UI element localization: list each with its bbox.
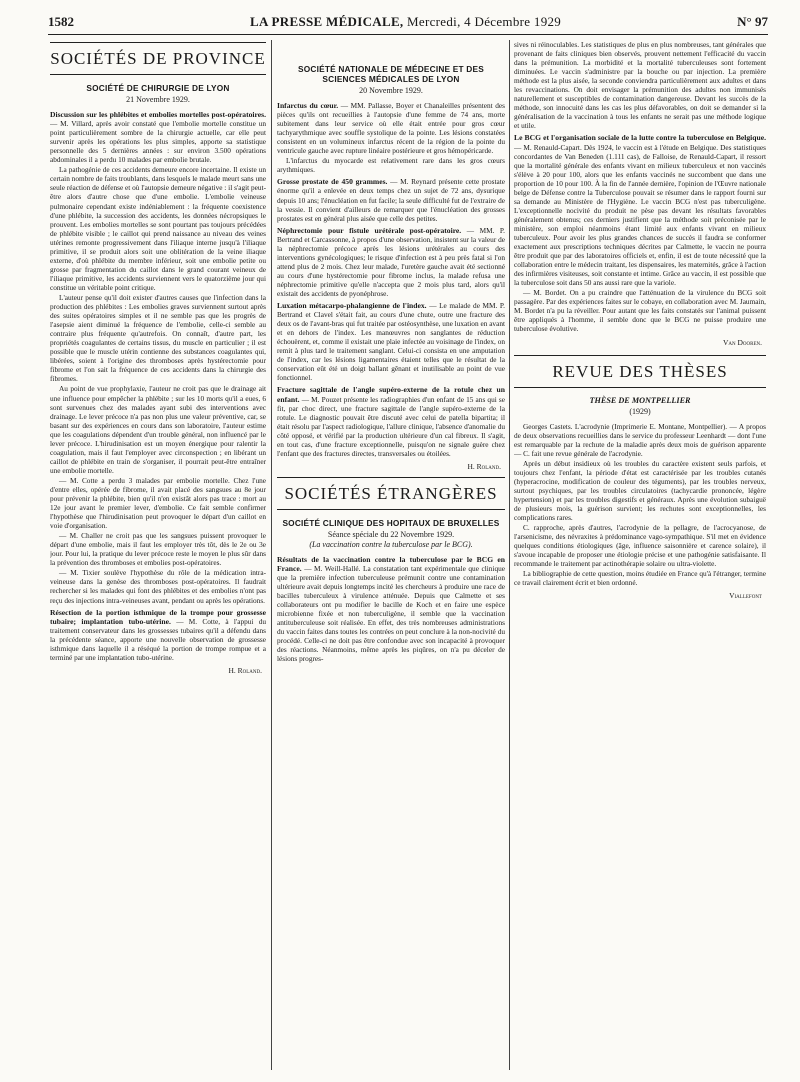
thesis-place: THÈSE DE MONTPELLIER — [589, 395, 691, 405]
section-heading: SOCIÉTÉS DE PROVINCE — [50, 42, 266, 75]
article-paragraph: Néphrectomie pour fistule urétérale post-opératoire. — MM. P. Bertrand et Carcassonne, à propos d'une observation, insistent sur la valeur de la néphrectomie précoce après les lésions urétérales au cours des interventions gynécologiques; le risque d'infection est à peu près fatal si l'on attend plus de 2 mois. Chez leur malade, l'uretère gauche avait été sectionné au cours d'une hystérectomie pour fibrome inclus, la malade refusa une néphrectomie primitive qu'elle n'accepta que 2 mois plus tard, alors qu'il existait des accidents de pyonéphrose. — [277, 225, 505, 298]
article-paragraph: Résection de la portion isthmique de la trompe pour grossesse tubaire; implantation tubo-utérine. — M. Cotte, à l'appui du traitement conservateur dans les grossesses tubaires qu'il a défendu dans la précédente séance, apporte une nouvelle observation de grossesse isthmique dans laquelle il a réséqué la portion de trompe rompue et a terminé par une implantation tubo-utérine. — [50, 607, 266, 662]
issue-date: Mercredi, 4 Décembre 1929 — [407, 14, 562, 29]
session-date: Séance spéciale du 22 Novembre 1929. — [327, 529, 455, 539]
article-title: Infarctus du cœur. — [277, 101, 339, 111]
author-signature: Viallefont — [729, 591, 762, 601]
article-paragraph: La bibliographie de cette question, moins étudiée en France qu'à l'étranger, termine ce travail clairement écrit et bien ordonné. — [514, 569, 766, 588]
article-paragraph: — M. Challer ne croit pas que les sangsues puissent provoquer le départ d'une embolie, mais il faut les employer très tôt, dès le 2e ou 3e jour. Pour lui, la pratique du lever précoce reste le moyen le plus sûr dans la prévention des thromboses et embolies post-opératoires. — [50, 531, 266, 568]
thesis-year: (1929) — [629, 406, 651, 416]
article-title: Luxation métacarpo-phalangienne de l'index. — [277, 301, 427, 311]
author-signature: H. Roland. — [228, 665, 262, 675]
page-number: 1582 — [48, 14, 74, 29]
article-paragraph: Fracture sagittale de l'angle supéro-externe de la rotule chez un enfant. — M. Pouzet présente les radiographies d'un enfant de 15 ans qui se fit, par choc direct, une fracture sagittale de l'angle supéro-externe de la rotule. Le diagnostic pouvait être discuté avec celui de patella bipartita; il était résolu par l'aspect radiologique, l'allure clinique, l'absence d'anomalie du côté opposé, et vérifié par la production ultérieure d'un cal fibreux. Il s'agit, en tout cas, d'une fracture exceptionnelle, puisqu'on ne signale guère chez l'enfant que des fractures directes, transversales ou étoilées. — [277, 385, 505, 458]
article-title: Néphrectomie pour fistule urétérale post-opératoire. — [277, 225, 462, 235]
article-paragraph: Luxation métacarpo-phalangienne de l'index. — Le malade de MM. P. Bertrand et Clavel s'était fait, au cours d'une chute, outre une fracture des deux os de l'avant-bras qui fut traitée par ostéosynthèse, une luxation en avant et en dehors de l'index. Les manœuvres non sanglantes de réduction échouèrent, et, comme il existait une plaie infectée au voisinage de l'index, on remit à plus tard le traitement sanglant. Celui-ci consista en une amputation de l'index, car les lésions ligamentaires étaient telles que le résultat de la conservation eût été un doigt ballant gênant et inutilisable au point de vue fonctionnel. — [277, 301, 505, 383]
article-paragraph: Après un début insidieux où les troubles du caractère existent seuls parfois, et toujours chez l'enfant, la période d'état est caractérisée par les troubles cutanés (hyperacrocine, modification de couleur des téguments), par les troubles nerveux, surtout psychiques, par les troubles circulatoires (tachycardie prononcée, légère hypertension) et par les troubles digestifs et généraux. Après une évolution subaiguë de plusieurs mois, la guérison survient; les rechutes sont exceptionnelles, les complications rares. — [514, 458, 766, 523]
article-paragraph: Infarctus du cœur. — MM. Pallasse, Boyer et Chanaleilles présentent des pièces qu'ils ont recueillies à l'autopsie d'une femme de 74 ans, morte subitement dans leur service où elle était entrée pour gros cœur tachyarythmique avec souffle systolique de la pointe. Les lésions constatées consistent en un volumineux infarctus récent de la région de la pointe du ventricule gauche avec rupture linéaire postérieure et gros hémopéricarde. — [277, 101, 505, 156]
society-heading: SOCIÉTÉ NATIONALE DE MÉDECINE ET DES SCIENCES MÉDICALES DE LYON — [298, 64, 484, 84]
section-heading: SOCIÉTÉS ÉTRANGÈRES — [277, 477, 505, 510]
column-1 — [50, 40, 266, 681]
session-date: 20 Novembre 1929. — [359, 86, 423, 95]
section-heading: REVUE DES THÈSES — [514, 355, 766, 388]
society-heading: SOCIÉTÉ DE CHIRURGIE DE LYON — [86, 83, 230, 93]
article-title: Discussion sur les phlébites et embolies mortelles post-opératoires. — [50, 110, 266, 120]
article-paragraph: La pathogénie de ces accidents demeure encore incertaine. Il existe un certain nombre de faits troublants, dans lesquels le malade meurt sans une seule réaction de défense et où l'autopsie demeure négative : il s'agit peut-être alors d'autre chose que d'une embolie. L'embolie veineuse pulmonaire cependant existe indéniablement : la fréquente coexistence d'une phlébite, la succession des accidents, les données nécropsiques le prouvent. Les embolies mortelles se sont pourtant pas toujours précédées de phlébite visible ; le caillot qui prend naissance au niveau des veines utérines remonte progressivement dans l'iliaque interne jusqu'à l'iliaque primitive, il se produit alors soit une oblitération de la veine iliaque externe, d'où phlébite du membre inférieur, soit une embolie petite ou grosse par fragmentation du caillot dans le grand courant veineux de l'iliaque primitive, les accidents surviennent vers le quatorzième jour qui constitue un véritable point critique. — [50, 165, 266, 292]
author-signature: Van Dooren. — [722, 337, 762, 347]
page-header — [48, 10, 768, 35]
article-title: Le BCG et l'organisation sociale de la lutte contre la tuberculose en Belgique. — [514, 133, 766, 143]
author-signature: H. Roland. — [467, 461, 501, 471]
article-paragraph: sives ni réinoculables. Les statistiques de plus en plus nombreuses, tant générales que provenant de faits cliniques bien observés, prouvent nettement l'efficacité du vaccin dans la prémunition. La morbidité et la mortalité tuberculeuses sont fortement diminuées. Le vaccin s'administre par la bouche ou par injection. La première méthode est la plus aisée, la seconde conviendra particulièrement aux adultes et dans les revaccinations. On doit envisager la prémunition des adultes non immunisés naturellement et susceptibles de contamination dangereuse. Devant les succès de la méthode, son innocuité dans les cas les plus défavorables, on doit se demander si la généralisation de la vaccination à tous les enfants ne serait pas une méthode logique et utile. — [514, 40, 766, 131]
society-heading: SOCIÉTÉ CLINIQUE DES HOPITAUX DE BRUXELLES — [282, 517, 500, 528]
article-paragraph: Résultats de la vaccination contre la tuberculose par le BCG en France. — M. Weill-Hallé. La constatation tant expérimentale que clinique que la première infection tuberculeuse prémunit contre une contamination ultérieure avait depuis longtemps incité les chercheurs à produire une race de bacilles tuberculeux à virulence atténuée. Depuis que Calmette et ses collaborateurs ont pu modifier le bacille de Koch et en faire une espèce microbienne fixée et non tuberculigène, il semble que la vaccination antituberculeuse soit réalisée. En effet, des très nombreuses administrations du vaccin faites dans toutes les contrées on peut conclure à la non-nocivité du procédé. Celle-ci ne doit pas être confondue avec son incapacité à provoquer des réactions. Néanmoins, même après les piqûres, on n'a pu déceler de lésions progres- — [277, 554, 505, 664]
article-paragraph: Discussion sur les phlébites et embolies mortelles post-opératoires. — M. Villard, après avoir constaté que l'embolie mortelle constitue un point particulièrement sombre de la chirurgie actuelle, car elle peut survenir après les opérations les plus simples, apporte sa statistique personnelle des 5 dernières années : sur environ 3.500 opérations abdominales il a perdu 10 malades par embolie brutale. — [50, 110, 266, 165]
article-paragraph: C. rapproche, après d'autres, l'acrodynie de la pellagre, de l'acrocyanose, de l'arsenicisme, des névraxites à prédominance vago-sympathique. S'il met en évidence quelques conditions étiologiques (âge, influence saisonnière et carence solaire), il s'avoue incapable de proposer une étiologie précise et une pathogénie satisfaisante. Il recommande le traitement par actinothérapie solaire ou ultra-violette. — [514, 523, 766, 569]
column-divider — [271, 40, 272, 1070]
article-title: Résultats de la vaccination contre la tuberculose par le BCG en France. — [277, 554, 505, 574]
article-paragraph: Au point de vue prophylaxie, l'auteur ne croit pas que le drainage ait une influence pour empêcher la phlébite ; sur les 10 morts qu'il a eues, 6 sont survenues chez des malades ayant subi des interventions avec drainage. Le lever précoce n'a pas non plus une valeur préventive, car, se basant sur des expériences en cours dans son laboratoire, l'auteur estime que les coagulations dépendent d'un trouble général, non influencé par le lever précoce. L'hirudinisation est un moyen énergique pour ralentir la coagulation, mais il faut l'employer avec circonspection ; en libérant un caillot de phlébite en train de s'organiser, il pourrait peut-être entraîner une embolie mortelle. — [50, 384, 266, 475]
column-divider — [509, 40, 510, 1070]
session-topic: (La vaccination contre la tuberculose par le BCG). — [309, 539, 473, 549]
article-title: Grosse prostate de 450 grammes. — [277, 177, 388, 187]
article-paragraph: Grosse prostate de 450 grammes. — M. Reynard présente cette prostate énorme qu'il a enlevée en deux temps chez un sujet de 72 ans, dysurique depuis 10 ans; l'énucléation en fut facile; la seule difficulté fut de l'extraire de la vessie. Il convient d'ailleurs de remarquer que l'énucléation des grosses prostates est en général plus aisée que celle des petites. — [277, 177, 505, 223]
article-title: Résection de la portion isthmique de la trompe pour grossesse tubaire; implantation tubo-utérine. — [50, 607, 266, 626]
article-paragraph: L'infarctus du myocarde est relativement rare dans les gros cœurs arythmiques. — [277, 156, 505, 175]
article-paragraph: — M. Bordet. On a pu craindre que l'atténuation de la virulence du BCG soit passagère. Par des expériences faites sur le cobaye, en collaboration avec M. Jaumain, M. Bordet n'a pu la réveiller. Pour autant que les faits constatés sur l'animal puissent être appliqués à l'homme, il semble donc que le BCG ne puisse produire une tuberculose évolutive. — [514, 288, 766, 334]
issue-number: N° 97 — [737, 14, 768, 29]
article-paragraph: Le BCG et l'organisation sociale de la lutte contre la tuberculose en Belgique. — M. Renauld-Capart. Dès 1924, le vaccin est à l'étude en Belgique. Des statistiques concordantes de Van Beneden (1.111 cas), de Falloise, de Renauld-Capart, il ressort que la mortalité générale des enfants vivant en milieux tuberculeux et non vaccinés s'élève à 20 pour 100, alors que les enfants vaccinés ne succombent que dans une proportion de 10 pour 100. À la fin de l'année dernière, l'opinion de l'Œuvre nationale belge de Défense contre la Tuberculose pouvait se résumer dans le rapport fourni sur sa demande au Ministère de l'Hygiène. Le vaccin BCG n'est pas tuberculigène. L'exceptionnelle nocivité du produit ne pèse pas devant les résultats favorables généralement obtenus; ces derniers justifient que la méthode soit préconisée par le ministère, son emploi néanmoins étant limité aux enfants vivant en milieux tuberculeux. Pour avoir les plus grandes chances de succès il faudra se conformer exactement aux prescriptions techniques décrites par Calmette, le vaccin ne pourra être produit que par des laboratoires officiels et, enfin, il est de toute nécessité que la collaboration entre le médecin traitant, les dispensaires, les maternités, grâce à l'action des infirmières visiteuses, soit constante et intime. Grâce au vaccin, il est possible que la tuberculose soit dans 50 ans aussi rare que la variole. — [514, 133, 766, 288]
article-paragraph: L'auteur pense qu'il doit exister d'autres causes que l'infection dans la production des phlébites : Les embolies graves surviennent surtout après des suites opératoires simples et il ne semble pas que les progrès de l'asepsie aient diminué la fréquence de l'embolie, celle-ci semble au contraire plus fréquente qu'autrefois. On connaît, d'autre part, les propriétés coagulantes de certains tissus, du muscle en particulier ; il est possible que le muscle utérin contienne des substances coagulantes qui, libérées, soient à l'origine des thromboses après hystérectomie pour fibrome et l'on sait la fréquence de ces accidents dans la chirurgie des fibromes. — [50, 292, 266, 384]
session-date: 21 Novembre 1929. — [126, 95, 190, 104]
article-paragraph: Georges Castets. L'acrodynie (Imprimerie E. Montane, Montpellier). — A propos de deux observations recueillies dans le service du professeur Leenhardt — dont l'une est remarquable par la rechute de la maladie après deux mois de guérison apparente — C. fait une revue générale de l'acrodynie. — [514, 421, 766, 458]
column-2 — [277, 40, 505, 665]
journal-title: LA PRESSE MÉDICALE, — [250, 14, 404, 29]
article-title: Fracture sagittale de l'angle supéro-externe de la rotule chez un enfant. — [277, 385, 505, 404]
column-3 — [514, 40, 766, 607]
journal-line — [250, 14, 561, 30]
article-paragraph: — M. Tixier soulève l'hypothèse du rôle de la médication intra-veineuse dans la genèse des thromboses post-opératoires. Il faudrait rechercher si les malades qui font des phlébites et des embolies n'ont pas reçu des injections intra-veineuses avant, pendant ou après les opérations. — [50, 568, 266, 605]
article-paragraph: — M. Cotte a perdu 3 malades par embolie mortelle. Chez l'une d'entre elles, opérée de fibrome, il avait placé des sangsues au 8e jour pour prévenir la phlébite, bien qu'il n'en existât alors pas trace : mort au 12e jour avant le premier lever, d'embolie. Ce fait semble confirmer l'hypothèse que l'hirudinisation peut provoquer le départ d'un caillot en voie d'organisation. — [50, 475, 266, 531]
